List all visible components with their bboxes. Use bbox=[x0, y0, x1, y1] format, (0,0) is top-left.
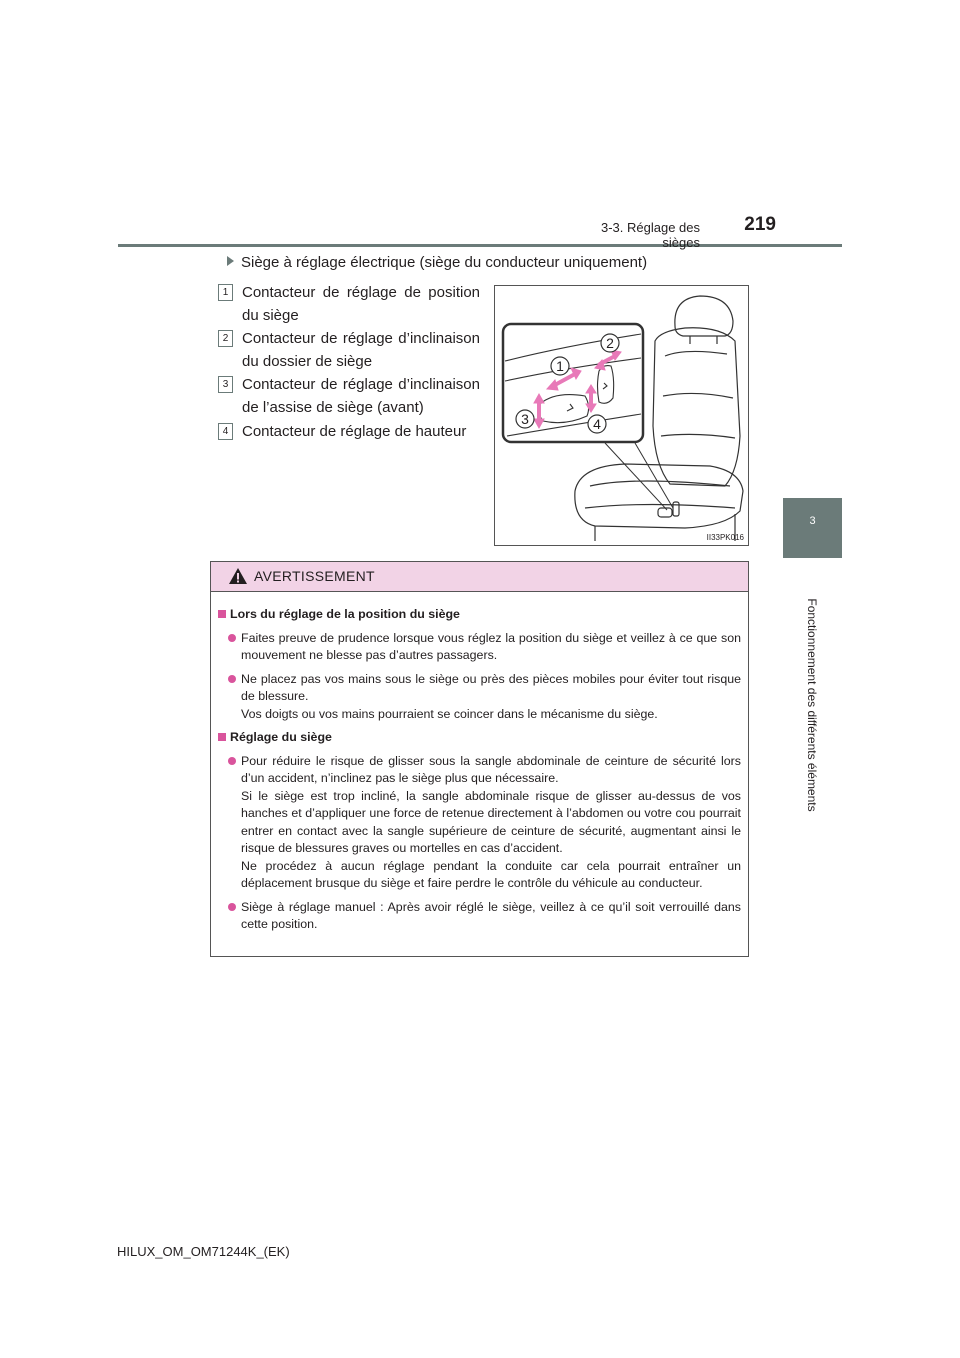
callout-3: 3 bbox=[521, 411, 529, 427]
figure-code: II33PK016 bbox=[706, 533, 744, 542]
warning-triangle-icon bbox=[228, 567, 248, 585]
warning-subheading: Lors du réglage de la position du siège bbox=[218, 606, 741, 624]
list-item bbox=[218, 420, 480, 443]
item-text: Contacteur de réglage d’inclinaison du dossier de siège bbox=[242, 330, 480, 370]
subheading bbox=[227, 254, 647, 271]
callout-1: 1 bbox=[556, 358, 564, 374]
page-number: 219 bbox=[744, 214, 776, 235]
warning-subheading: Réglage du siège bbox=[218, 729, 741, 747]
warning-box bbox=[210, 561, 749, 957]
bullet-dot-icon bbox=[228, 634, 236, 642]
warning-bullet: Pour réduire le risque de glisser sous la sangle abdominale de ceinture de sécurité lors d’un accident, n’inclinez pas le siège plus que nécessaire. Si le siège est trop incliné, la sangle abdominale risque de glisser au-dessus de vos hanches et d’appliquer une force de retenue directement à l’abdomen ou votre cou pourrait entrer en contact avec la sangle supérieure de ceinture de sécurité, augmentant ainsi le risque de blessures graves ou mortelles en cas d’accident. Ne procédez à aucun réglage pendant la conduite car cela pourrait entraîner un déplacement brusque du siège et faire perdre le contrôle du véhicule au conducteur. bbox=[218, 753, 741, 893]
item-number: 4 bbox=[218, 423, 233, 440]
warning-body bbox=[211, 592, 748, 934]
square-bullet-icon bbox=[218, 610, 226, 618]
list-item bbox=[218, 373, 480, 419]
warning-bullet: Ne placez pas vos mains sous le siège ou près des pièces mobiles pour éviter tout risque de blessure. Vos doigts ou vos mains pourraient se coincer dans le mécanisme du siège. bbox=[218, 671, 741, 724]
triangle-bullet-icon bbox=[227, 256, 234, 266]
chapter-tab[interactable] bbox=[783, 498, 842, 558]
chapter-title: Fonctionnement des différents éléments bbox=[805, 598, 819, 812]
item-text: Contacteur de réglage d’inclinaison de l’assise de siège (avant) bbox=[242, 376, 480, 416]
list-item bbox=[218, 281, 480, 327]
callout-2: 2 bbox=[606, 335, 614, 351]
bullet-dot-icon bbox=[228, 675, 236, 683]
callout-4: 4 bbox=[593, 416, 601, 432]
seat-drawing bbox=[495, 286, 748, 545]
warning-bullet: Faites preuve de prudence lorsque vous réglez la position du siège et veillez à ce que son mouvement ne blesse pas d’autres passagers. bbox=[218, 630, 741, 665]
chapter-number: 3 bbox=[809, 515, 816, 527]
list-item bbox=[218, 327, 480, 373]
header-rule bbox=[118, 244, 842, 247]
item-number: 1 bbox=[218, 284, 233, 301]
seat-illustration bbox=[494, 285, 749, 546]
item-text: Contacteur de réglage de hauteur bbox=[242, 423, 467, 440]
subheading-text: Siège à réglage électrique (siège du conducteur uniquement) bbox=[241, 254, 648, 271]
item-number: 3 bbox=[218, 376, 233, 393]
warning-title: AVERTISSEMENT bbox=[254, 568, 375, 584]
bullet-dot-icon bbox=[228, 903, 236, 911]
footer-code: HILUX_OM_OM71244K_(EK) bbox=[117, 1244, 290, 1259]
warning-bullet: Siège à réglage manuel : Après avoir réglé le siège, veillez à ce qu’il soit verrouillé dans cette position. bbox=[218, 899, 741, 934]
section-title: 3-3. Réglage des sièges bbox=[600, 220, 700, 250]
bullet-dot-icon bbox=[228, 757, 236, 765]
item-number: 2 bbox=[218, 330, 233, 347]
warning-header bbox=[211, 562, 748, 592]
item-text: Contacteur de réglage de position du siège bbox=[242, 284, 480, 324]
square-bullet-icon bbox=[218, 733, 226, 741]
